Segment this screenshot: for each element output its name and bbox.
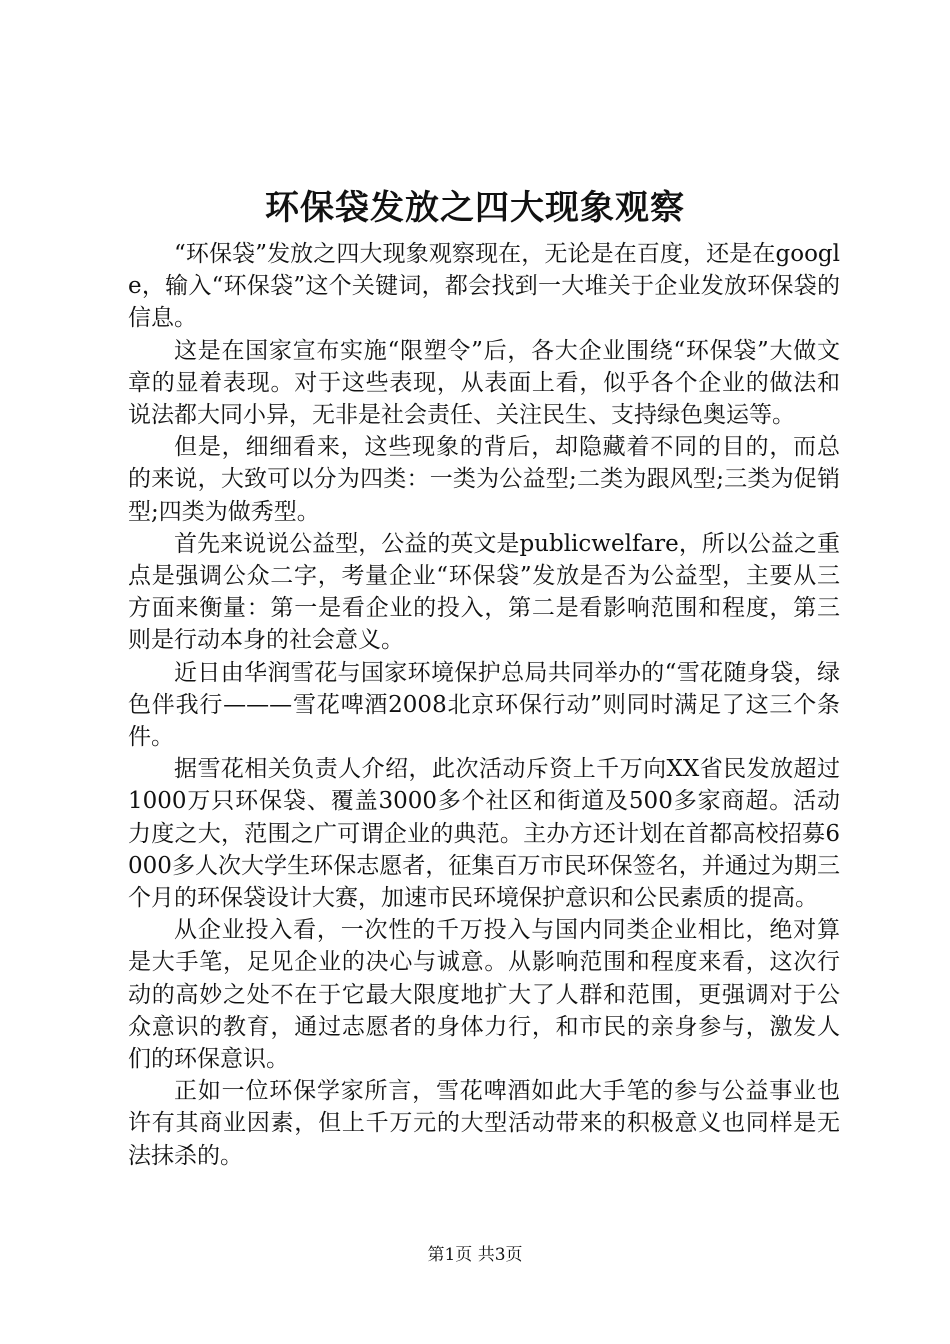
page-number-footer: 第1页 共3页 <box>427 1245 523 1265</box>
paragraph: 据雪花相关负责人介绍，此次活动斥资上千万向XX省民发放超过1000万只环保袋、覆盖3000多个社区和街道及500多家商超。活动力度之大，范围之广可谓企业的典范。主办方还计划在首都高校招募6000多人次大学生环保志愿者，征集百万市民环保签名，并通过为期三个月的环保袋设计大赛，加速市民环境保护意识和公民素质的提高。 <box>128 756 840 912</box>
paragraph: “环保袋”发放之四大现象观察现在，无论是在百度，还是在google，输入“环保袋”这个关键词，都会找到一大堆关于企业发放环保袋的信息。 <box>128 241 840 332</box>
paragraph: 正如一位环保学家所言，雪花啤酒如此大手笔的参与公益事业也许有其商业因素，但上千万元的大型活动带来的积极意义也同样是无法抹杀的。 <box>128 1078 840 1169</box>
paragraph: 从企业投入看，一次性的千万投入与国内同类企业相比，绝对算是大手笔，足见企业的决心与诚意。从影响范围和程度来看，这次行动的高妙之处不在于它最大限度地扩大了人群和范围，更强调对于公众意识的教育，通过志愿者的身体力行，和市民的亲身参与，激发人们的环保意识。 <box>128 917 840 1073</box>
paragraph: 这是在国家宣布实施“限塑令”后，各大企业围绕“环保袋”大做文章的显着表现。对于这些表现，从表面上看，似乎各个企业的做法和说法都大同小异，无非是社会责任、关注民生、支持绿色奥运等。 <box>128 337 840 429</box>
paragraph: 首先来说说公益型，公益的英文是publicwelfare，所以公益之重点是强调公众二字，考量企业“环保袋”发放是否为公益型，主要从三方面来衡量：第一是看企业的投入，第二是看影响范围和程度，第三则是行动本身的社会意义。 <box>128 530 840 654</box>
paragraph: 但是，细细看来，这些现象的背后，却隐藏着不同的目的，而总的来说，大致可以分为四类：一类为公益型;二类为跟风型;三类为促销型;四类为做秀型。 <box>128 434 840 525</box>
document-body <box>128 238 840 1172</box>
document-title: 环保袋发放之四大现象观察 <box>265 188 685 228</box>
paragraph: 近日由华润雪花与国家环境保护总局共同举办的“雪花随身袋，绿色伴我行———雪花啤酒2008北京环保行动”则同时满足了这三个条件。 <box>128 659 840 751</box>
